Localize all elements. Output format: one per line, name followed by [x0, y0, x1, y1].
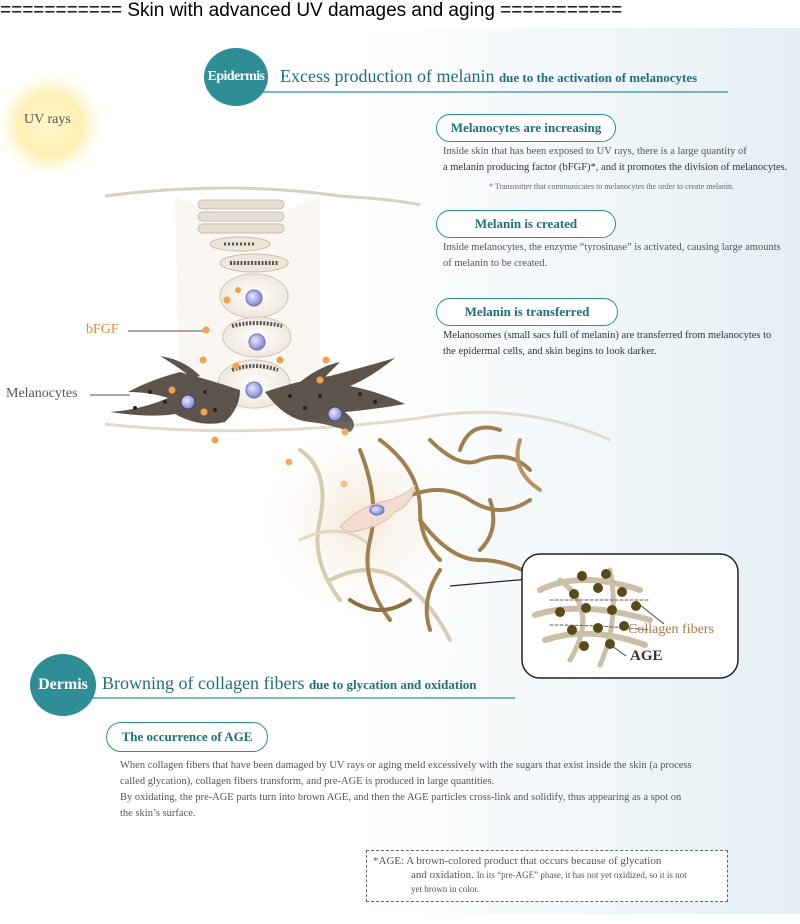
age-label: AGE: [630, 648, 663, 664]
step-pill-melanin-transferred: Melanin is transferred: [436, 298, 618, 326]
epidermis-badge: Epidermis: [204, 48, 268, 106]
melanocytes-label: Melanocytes: [6, 386, 78, 401]
step2-line2: of melanin to be created.: [443, 258, 548, 269]
epidermis-title-suffix: due to the activation of melanocytes: [498, 70, 698, 85]
dermis-title: [102, 673, 477, 694]
dermis-para2-line1: By oxidating, the pre-AGE parts turn into brown AGE, and then the AGE particles cross-link and solidify, thus appearing as a spot on: [120, 792, 682, 803]
epidermis-title-main: Excess production of melanin: [280, 66, 495, 86]
collagen-fibers-label: Collagen fibers: [628, 622, 714, 637]
dermis-badge: Dermis: [30, 654, 96, 716]
step-text-melanin-created: [443, 240, 783, 272]
dermis-title-suffix: due to glycation and oxidation: [308, 677, 477, 692]
dermis-para1-line2: called glycation), collagen fibers transform, and pre-AGE is produced in large quantities.: [120, 776, 495, 787]
step3-line2: the epidermal cells, and skin begins to look darker.: [443, 346, 657, 357]
step3-line1: Melanosomes (small sacs full of melanin) are transferred from melanocytes to: [443, 330, 772, 341]
age-footnote-box: [366, 850, 728, 902]
stratum-corneum: [198, 200, 284, 233]
step-text-melanin-transferred: [443, 328, 783, 360]
age-note-line1: *AGE: A brown-colored product that occurs because of glycation: [373, 855, 662, 867]
step1-line1: Inside skin that has been exposed to UV rays, there is a large quantity of: [443, 146, 747, 157]
step-pill-melanocytes-increasing: Melanocytes are increasing: [436, 114, 616, 142]
age-note-line2: [373, 868, 721, 882]
dermis-title-main: Browning of collagen fibers: [102, 673, 305, 693]
dermis-paragraph: [120, 758, 790, 822]
age-note-line2-main: and oxidation.: [411, 869, 474, 881]
step-pill-melanin-created: Melanin is created: [436, 210, 616, 238]
step2-line1: Inside melanocytes, the enzyme “tyrosinase” is activated, causing large amounts: [443, 242, 781, 253]
step-text-melanocytes-increasing: [443, 144, 788, 176]
bfgf-label: bFGF: [86, 322, 119, 337]
step-note-transmitter: * Transmitter that communicates to melanocytes the order to create melanin.: [489, 182, 735, 191]
epidermis-title: [280, 66, 697, 87]
uv-rays-label: UV rays: [24, 112, 71, 127]
page-banner: =========== Skin with advanced UV damages and aging ===========: [0, 0, 623, 21]
step1-line2: a melanin producing factor (bFGF)*, and it promotes the division of melanocytes.: [443, 162, 788, 173]
dermis-para1-line1: When collagen fibers that have been damaged by UV rays or aging meld excessively with the sugars that exist inside the skin (a process: [120, 760, 692, 771]
dermis-para2-line2: the skin’s surface.: [120, 808, 196, 819]
age-note-line2-small: In its “pre-AGE” phase, it has not yet oxidized, so it is not: [476, 870, 687, 880]
age-note-line3: yet brown in color.: [411, 884, 479, 894]
age-occurrence-pill: The occurrence of AGE: [106, 722, 268, 752]
